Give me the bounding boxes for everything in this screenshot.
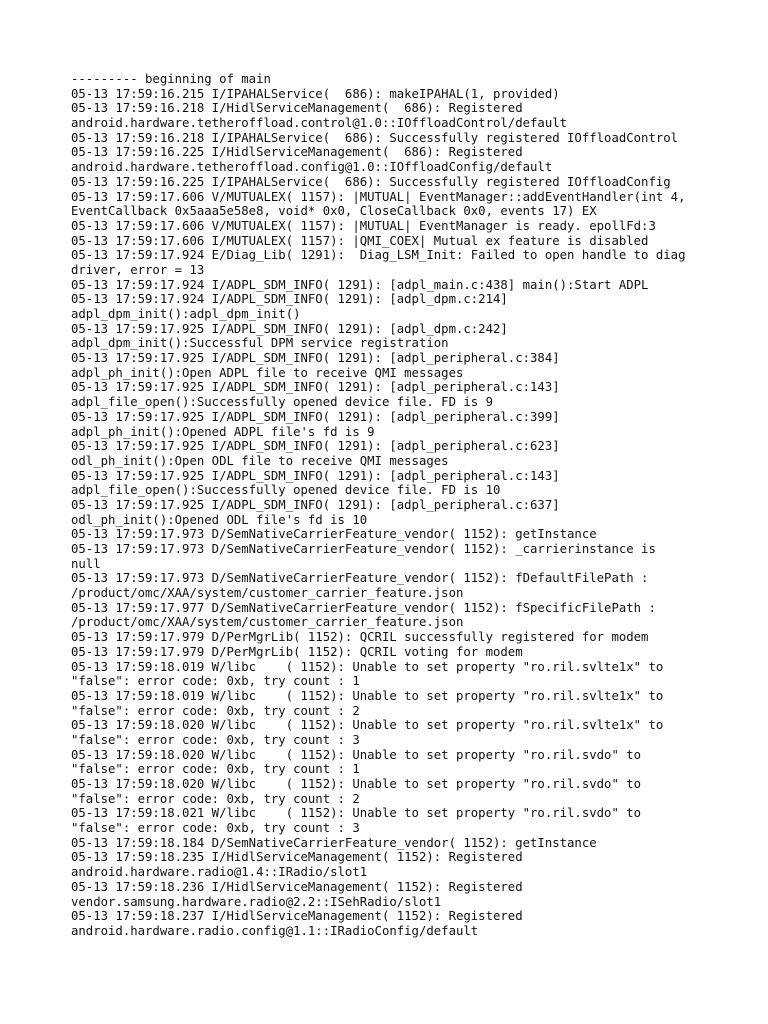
log-line: 05-13 17:59:16.218 I/HidlServiceManagement( 686): Registered <box>71 101 523 116</box>
log-line: 05-13 17:59:18.184 D/SemNativeCarrierFeature_vendor( 1152): getInstance <box>71 835 597 850</box>
log-line: adpl_file_open():Successfully opened device file. FD is 9 <box>71 395 493 410</box>
log-line: "false": error code: 0xb, try count : 2 <box>71 703 360 718</box>
log-line: 05-13 17:59:18.236 I/HidlServiceManagement( 1152): Registered <box>71 879 523 894</box>
log-line: "false": error code: 0xb, try count : 2 <box>71 791 360 806</box>
log-line: "false": error code: 0xb, try count : 3 <box>71 732 360 747</box>
log-line: 05-13 17:59:18.020 W/libc ( 1152): Unable to set property "ro.ril.svdo" to <box>71 777 642 791</box>
log-line: 05-13 17:59:17.973 D/SemNativeCarrierFeature_vendor( 1152): fDefaultFilePath : <box>71 571 649 586</box>
log-line: 05-13 17:59:18.019 W/libc ( 1152): Unable to set property "ro.ril.svlte1x" to <box>71 688 664 703</box>
log-line: 05-13 17:59:18.020 W/libc ( 1152): Unable to set property "ro.ril.svlte1x" to <box>71 718 664 733</box>
log-line: 05-13 17:59:17.977 D/SemNativeCarrierFeature_vendor( 1152): fSpecificFilePath : <box>71 600 656 615</box>
log-document <box>71 72 761 939</box>
log-line: 05-13 17:59:18.237 I/HidlServiceManagement( 1152): Registered <box>71 909 523 924</box>
log-line: 05-13 17:59:17.925 I/ADPL_SDM_INFO( 1291): [adpl_peripheral.c:399] <box>71 409 560 424</box>
log-line: adpl_dpm_init():adpl_dpm_init() <box>71 307 301 321</box>
log-line: adpl_ph_init():Opened ADPL file's fd is 9 <box>71 424 375 439</box>
log-line: odl_ph_init():Opened ODL file's fd is 10 <box>71 512 368 527</box>
log-line: 05-13 17:59:17.606 V/MUTUALEX( 1157): |MUTUAL| EventManager is ready. epollFd:3 <box>71 218 656 233</box>
log-line: 05-13 17:59:17.924 I/ADPL_SDM_INFO( 1291): [adpl_main.c:438] main():Start ADPL <box>71 277 649 292</box>
log-line: 05-13 17:59:17.979 D/PerMgrLib( 1152): QCRIL voting for modem <box>71 644 523 659</box>
log-line: 05-13 17:59:16.218 I/IPAHALService( 686): Successfully registered IOffloadControl <box>71 130 679 145</box>
log-line: 05-13 17:59:17.606 I/MUTUALEX( 1157): |QMI_COEX| Mutual ex feature is disabled <box>71 233 649 248</box>
log-line: "false": error code: 0xb, try count : 3 <box>71 821 360 836</box>
log-line: null <box>71 556 101 571</box>
log-line: 05-13 17:59:17.925 I/ADPL_SDM_INFO( 1291): [adpl_peripheral.c:384] <box>71 351 560 366</box>
log-line: 05-13 17:59:17.925 I/ADPL_SDM_INFO( 1291): [adpl_peripheral.c:143] <box>71 468 560 483</box>
log-line: 05-13 17:59:17.925 I/ADPL_SDM_INFO( 1291): [adpl_peripheral.c:143] <box>71 380 560 395</box>
log-line: vendor.samsung.hardware.radio@2.2::ISehRadio/slot1 <box>71 894 442 909</box>
log-line: driver, error = 13 <box>71 262 205 277</box>
log-line: 05-13 17:59:16.225 I/HidlServiceManagement( 686): Registered <box>71 145 523 160</box>
log-line: --------- beginning of main <box>71 72 271 86</box>
log-line: android.hardware.tetheroffload.config@1.0::IOffloadConfig/default <box>71 160 553 175</box>
log-line: adpl_file_open():Successfully opened device file. FD is 10 <box>71 483 501 498</box>
log-line: 05-13 17:59:17.973 D/SemNativeCarrierFeature_vendor( 1152): _carrierinstance is <box>71 542 656 556</box>
log-line: 05-13 17:59:18.021 W/libc ( 1152): Unable to set property "ro.ril.svdo" to <box>71 806 642 821</box>
log-line: /product/omc/XAA/system/customer_carrier_feature.json <box>71 615 464 630</box>
log-line: 05-13 17:59:16.215 I/IPAHALService( 686): makeIPAHAL(1, provided) <box>71 86 560 101</box>
log-line: 05-13 17:59:18.019 W/libc ( 1152): Unable to set property "ro.ril.svlte1x" to <box>71 659 664 674</box>
log-line: 05-13 17:59:17.973 D/SemNativeCarrierFeature_vendor( 1152): getInstance <box>71 527 597 542</box>
log-line: 05-13 17:59:17.924 E/Diag_Lib( 1291): Diag_LSM_Init: Failed to open handle to diag <box>71 248 686 263</box>
log-line: 05-13 17:59:17.925 I/ADPL_SDM_INFO( 1291): [adpl_dpm.c:242] <box>71 321 508 336</box>
log-line: 05-13 17:59:18.020 W/libc ( 1152): Unable to set property "ro.ril.svdo" to <box>71 747 642 762</box>
log-line: adpl_dpm_init():Successful DPM service registration <box>71 336 449 351</box>
log-line: adpl_ph_init():Open ADPL file to receive QMI messages <box>71 365 464 380</box>
log-line: 05-13 17:59:17.925 I/ADPL_SDM_INFO( 1291): [adpl_peripheral.c:623] <box>71 439 560 454</box>
log-line: 05-13 17:59:17.924 I/ADPL_SDM_INFO( 1291): [adpl_dpm.c:214] <box>71 292 508 307</box>
log-line: android.hardware.radio.config@1.1::IRadioConfig/default <box>71 923 479 938</box>
log-line: android.hardware.tetheroffload.control@1.0::IOffloadControl/default <box>71 116 568 131</box>
log-line: 05-13 17:59:16.225 I/IPAHALService( 686): Successfully registered IOffloadConfig <box>71 174 671 189</box>
log-line: 05-13 17:59:17.606 V/MUTUALEX( 1157): |MUTUAL| EventManager::addEventHandler(int 4, <box>71 189 686 204</box>
log-line: "false": error code: 0xb, try count : 1 <box>71 762 360 777</box>
log-line: odl_ph_init():Open ODL file to receive QMI messages <box>71 453 449 468</box>
log-line: 05-13 17:59:17.925 I/ADPL_SDM_INFO( 1291): [adpl_peripheral.c:637] <box>71 497 560 512</box>
log-line: 05-13 17:59:17.979 D/PerMgrLib( 1152): QCRIL successfully registered for modem <box>71 630 649 645</box>
log-line: EventCallback 0x5aaa5e58e8, void* 0x0, CloseCallback 0x0, events 17) EX <box>71 204 597 219</box>
log-line: 05-13 17:59:18.235 I/HidlServiceManagement( 1152): Registered <box>71 850 523 865</box>
log-line: "false": error code: 0xb, try count : 1 <box>71 674 360 689</box>
log-line: /product/omc/XAA/system/customer_carrier_feature.json <box>71 586 464 601</box>
log-line: android.hardware.radio@1.4::IRadio/slot1 <box>71 865 368 880</box>
